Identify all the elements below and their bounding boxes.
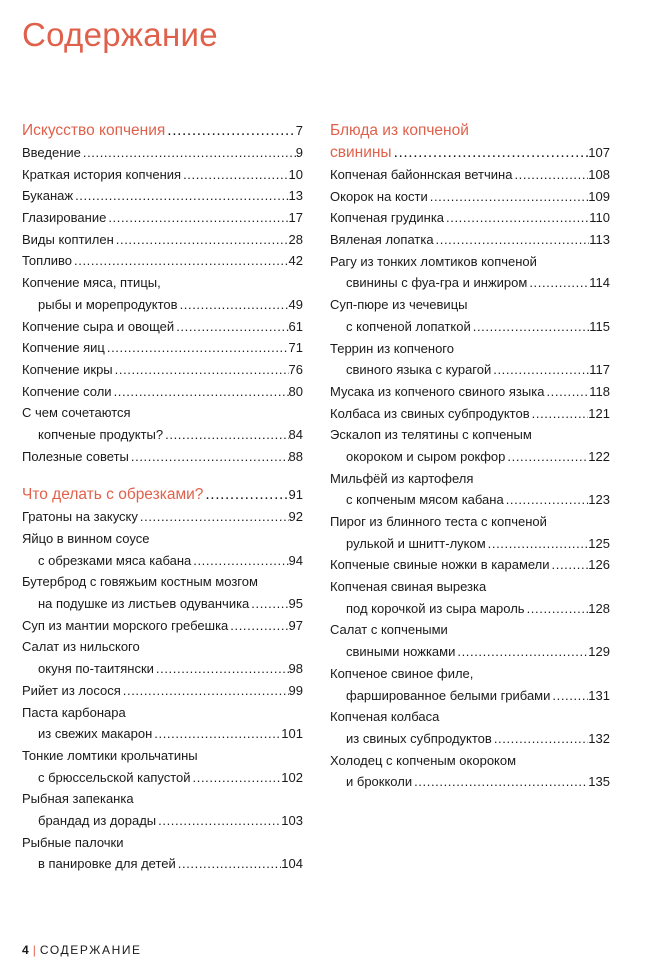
footer-separator: | [32,943,36,957]
toc-entry-title: Копчение мяса, птицы, [22,275,161,291]
toc-entry[interactable] [22,185,303,207]
toc-entry-title: Паста карбонара [22,704,126,720]
section-heading[interactable] [22,120,303,142]
toc-page-number: 101 [281,726,303,742]
dot-leader [81,142,296,164]
toc-entry[interactable] [330,706,610,749]
toc-entry[interactable] [22,615,303,637]
toc-page-number: 113 [589,232,610,248]
dot-leader [178,294,289,316]
toc-page-number: 109 [588,188,610,204]
toc-entry-title: фаршированное белыми грибами [346,687,551,703]
toc-page-number: 13 [288,188,303,204]
toc-entry[interactable] [22,272,303,315]
toc-page-number: 80 [288,383,303,399]
dot-leader [203,484,288,506]
toc-entry[interactable] [330,468,610,511]
toc-entry-title: Суп из мантии морского гребешка [22,617,229,633]
toc-entry-title: Суп-пюре из чечевицы [330,297,468,313]
toc-entry[interactable] [22,745,303,788]
toc-entry[interactable] [330,251,610,294]
toc-page-number: 107 [588,145,610,160]
dot-leader [121,680,289,702]
toc-page-number: 114 [589,275,610,291]
dot-leader [106,207,288,229]
toc-page-number: 135 [588,774,610,790]
toc-entry-title: свиными ножками [346,644,456,660]
toc-entry-title: с копченым мясом кабана [346,492,504,508]
dot-leader [525,598,589,620]
toc-page-number: 129 [588,644,610,660]
toc-entry[interactable] [22,528,303,571]
dot-leader [113,359,289,381]
toc-entry[interactable] [22,250,303,272]
toc-entry-title: Полезные советы [22,448,129,464]
section-heading[interactable] [22,484,303,506]
toc-entry-title: Копчение икры [22,361,113,377]
dot-leader [512,164,588,186]
footer-label: СОДЕРЖАНИЕ [39,943,142,957]
dot-leader [112,381,289,403]
toc-page-number: 28 [288,231,303,247]
toc-entry[interactable] [22,229,303,251]
toc-entry-title: брандад из дорады [38,812,157,828]
toc-entry-title: Рагу из тонких ломтиков копченой [330,253,537,269]
dot-leader [154,658,289,680]
section-heading-text: свинины [330,144,392,161]
dot-leader [163,424,288,446]
toc-entry[interactable] [22,571,303,614]
dot-leader [73,185,288,207]
toc-page-number: 118 [589,383,610,399]
toc-entry-title: Холодец с копченым окороком [330,752,517,768]
dot-leader [129,446,289,468]
toc-entry-title: Салат с копчеными [330,622,448,638]
toc-entry-title: Мусака из копченого свиного языка [330,383,545,399]
toc-entry[interactable] [22,316,303,338]
toc-entry[interactable] [330,619,610,662]
toc-entry[interactable] [330,164,610,186]
toc-entry[interactable] [22,207,303,229]
dot-leader [105,337,289,359]
toc-entry-title: с брюссельской капустой [38,769,191,785]
toc-entry[interactable] [330,186,610,208]
toc-entry-title: Копчение яиц [22,340,105,356]
toc-entry-title: Копчение соли [22,383,112,399]
toc-entry[interactable] [330,381,610,403]
toc-entry-title: Салат из нильского [22,639,140,655]
toc-entry-title: Эскалоп из телятины с копченым [330,427,532,443]
toc-page-number: 97 [288,617,303,633]
toc-page-number: 99 [288,682,303,698]
toc-entry[interactable] [330,338,610,381]
toc-page-number: 94 [288,552,303,568]
toc-entry-title: Яйцо в винном соусе [22,531,150,546]
toc-page-number: 102 [281,769,303,785]
toc-entry-title: Мильфёй из картофеля [330,470,474,486]
toc-page-number: 49 [288,296,303,312]
toc-entry-title: Копченая колбаса [330,709,440,725]
toc-entry[interactable] [330,207,610,229]
toc-entry-title: под корочкой из сыра мароль [346,600,525,616]
dot-leader [550,685,588,707]
toc-entry-title: Копчение сыра и овощей [22,318,175,334]
section-heading-text: Блюда из копченой [330,122,469,139]
toc-entry[interactable] [330,663,610,706]
toc-entry[interactable] [22,788,303,831]
toc-page-number: 9 [295,145,303,160]
dot-leader [249,593,288,615]
toc-entry-title: Террин из копченого [330,340,454,356]
toc-entry[interactable] [330,229,610,251]
toc-entry-title: Копченое свиное филе, [330,665,474,681]
dot-leader [392,142,589,164]
toc-page-number: 98 [288,661,303,677]
toc-entry-title: Копченая байоннская ветчина [330,167,513,182]
toc-page-number: 132 [588,730,610,746]
dot-leader [530,403,589,425]
dot-leader [492,728,588,750]
toc-page-number: 131 [588,687,610,703]
toc-page-number: 76 [288,361,303,377]
dot-leader [174,316,288,338]
toc-page-number: 10 [288,166,303,182]
toc-page-number: 42 [288,253,303,269]
toc-entry[interactable] [22,142,303,164]
toc-entry[interactable] [22,446,303,468]
dot-leader [486,533,589,555]
toc-page-number: 95 [288,596,303,612]
dot-leader [444,207,589,229]
section-heading-text: Что делать с обрезками? [22,486,204,504]
toc-section [22,120,303,467]
toc-entry-title: с обрезками мяса кабана [38,552,192,568]
page-footer [22,943,142,957]
toc-entry[interactable] [22,164,303,186]
toc-entry[interactable] [22,506,303,528]
toc-page-number: 71 [288,340,303,356]
toc-entry-title: Колбаса из свиных субпродуктов [330,405,530,421]
toc-section [22,484,303,875]
toc-page-number: 110 [589,210,610,226]
section-heading[interactable] [330,120,610,164]
toc-entry[interactable] [330,424,610,467]
toc-entry-title: Виды коптилен [22,231,114,247]
dot-leader [505,446,588,468]
toc-entry-title: окороком и сыром рокфор [346,448,506,464]
dot-leader [181,164,288,186]
dot-leader [156,810,281,832]
toc-entry-title: из свежих макарон [38,726,153,742]
dot-leader [152,723,281,745]
toc-entry-title: свиного языка с курагой [346,362,492,378]
toc-entry-title: Топливо [22,253,73,269]
dot-leader [544,381,589,403]
dot-leader [176,853,282,875]
dot-leader [138,506,289,528]
dot-leader [165,120,295,142]
toc-column-left [22,120,303,892]
toc-entry-title: Краткая история копчения [22,166,182,182]
toc-page-number: 91 [288,487,303,503]
dot-leader [504,489,589,511]
toc-entry[interactable] [22,636,303,679]
dot-leader [114,229,289,251]
toc-page-number: 121 [588,405,610,421]
dot-leader [191,767,282,789]
toc-entry-title: Рыбные палочки [22,834,124,850]
toc-entry[interactable] [22,359,303,381]
dot-leader [550,554,589,576]
toc-entry-title: окуня по-таитянски [38,661,154,677]
toc-entry[interactable] [330,576,610,619]
dot-leader [412,771,588,793]
toc-page-number: 122 [588,448,610,464]
toc-entry-title: Гратоны на закуску [22,509,138,525]
toc-entry-title: Введение [22,145,81,160]
toc-entry[interactable] [330,511,610,554]
page-title: Содержание [22,16,218,53]
dot-leader [455,641,588,663]
dot-leader [428,186,589,208]
toc-entry[interactable] [22,402,303,445]
toc-column-right [330,120,610,810]
toc-entry-title: Глазирование [22,210,107,226]
toc-page-number: 128 [588,600,610,616]
toc-page-number: 108 [588,167,610,182]
toc-page-number: 117 [589,362,610,378]
toc-page-number: 103 [281,812,303,828]
toc-page-number: 92 [288,509,303,525]
toc-entry-title: свинины с фуа-гра и инжиром [346,275,528,291]
footer-page-number: 4 [22,943,29,957]
dot-leader [72,250,288,272]
toc-entry-title: копченые продукты? [38,426,164,442]
toc-entry[interactable] [22,832,303,875]
toc-entry-title: рыбы и морепродуктов [38,296,178,312]
toc-page-number: 123 [588,492,610,508]
toc-entry[interactable] [22,702,303,745]
toc-page-number: 115 [589,318,610,334]
toc-entry-title: Копченая грудинка [330,210,445,226]
toc-entry[interactable] [330,294,610,337]
toc-page-number: 17 [288,210,303,226]
toc-entry-title: из свиных субпродуктов [346,730,492,746]
dot-leader [491,359,589,381]
dot-leader [191,550,288,572]
dot-leader [228,615,288,637]
toc-page-number: 88 [288,448,303,464]
toc-entry-title: Рийет из лосося [22,682,121,698]
toc-page-number: 61 [288,318,303,334]
toc-entry-title: рулькой и шнитт-луком [346,535,486,551]
dot-leader [434,229,590,251]
toc-entry-title: Вяленая лопатка [330,232,434,248]
toc-entry-title: Тонкие ломтики крольчатины [22,747,198,763]
toc-entry[interactable] [22,337,303,359]
toc-entry[interactable] [330,403,610,425]
toc-entry-title: Рыбная запеканка [22,791,134,807]
dot-leader [527,272,589,294]
toc-page-number: 84 [288,426,303,442]
toc-page-number: 125 [588,535,610,551]
toc-entry-title: Копченая свиная вырезка [330,579,487,595]
toc-entry-title: на подушке из листьев одуванчика [38,596,250,612]
toc-entry-title: С чем сочетаются [22,405,131,421]
toc-page-number: 126 [588,557,610,573]
dot-leader [471,316,590,338]
toc-entry-title: Бутерброд с говяжьим костным мозгом [22,574,258,590]
toc-entry[interactable] [22,680,303,702]
toc-entry-title: Буканаж [22,188,74,204]
toc-page-number: 7 [295,123,303,138]
section-heading-text: Искусство копчения [22,122,166,139]
toc-page-number: 104 [281,856,303,872]
toc-section [330,120,610,793]
toc-entry[interactable] [330,750,610,793]
toc-entry-title: с копченой лопаткой [346,318,471,334]
toc-entry-title: Окорок на кости [330,188,428,204]
toc-entry-title: Копченые свиные ножки в карамели [330,557,550,573]
toc-entry-title: и брокколи [346,774,413,790]
toc-entry[interactable] [22,381,303,403]
toc-entry-title: Пирог из блинного теста с копченой [330,514,547,529]
toc-entry[interactable] [330,554,610,576]
toc-entry-title: в панировке для детей [38,856,176,872]
